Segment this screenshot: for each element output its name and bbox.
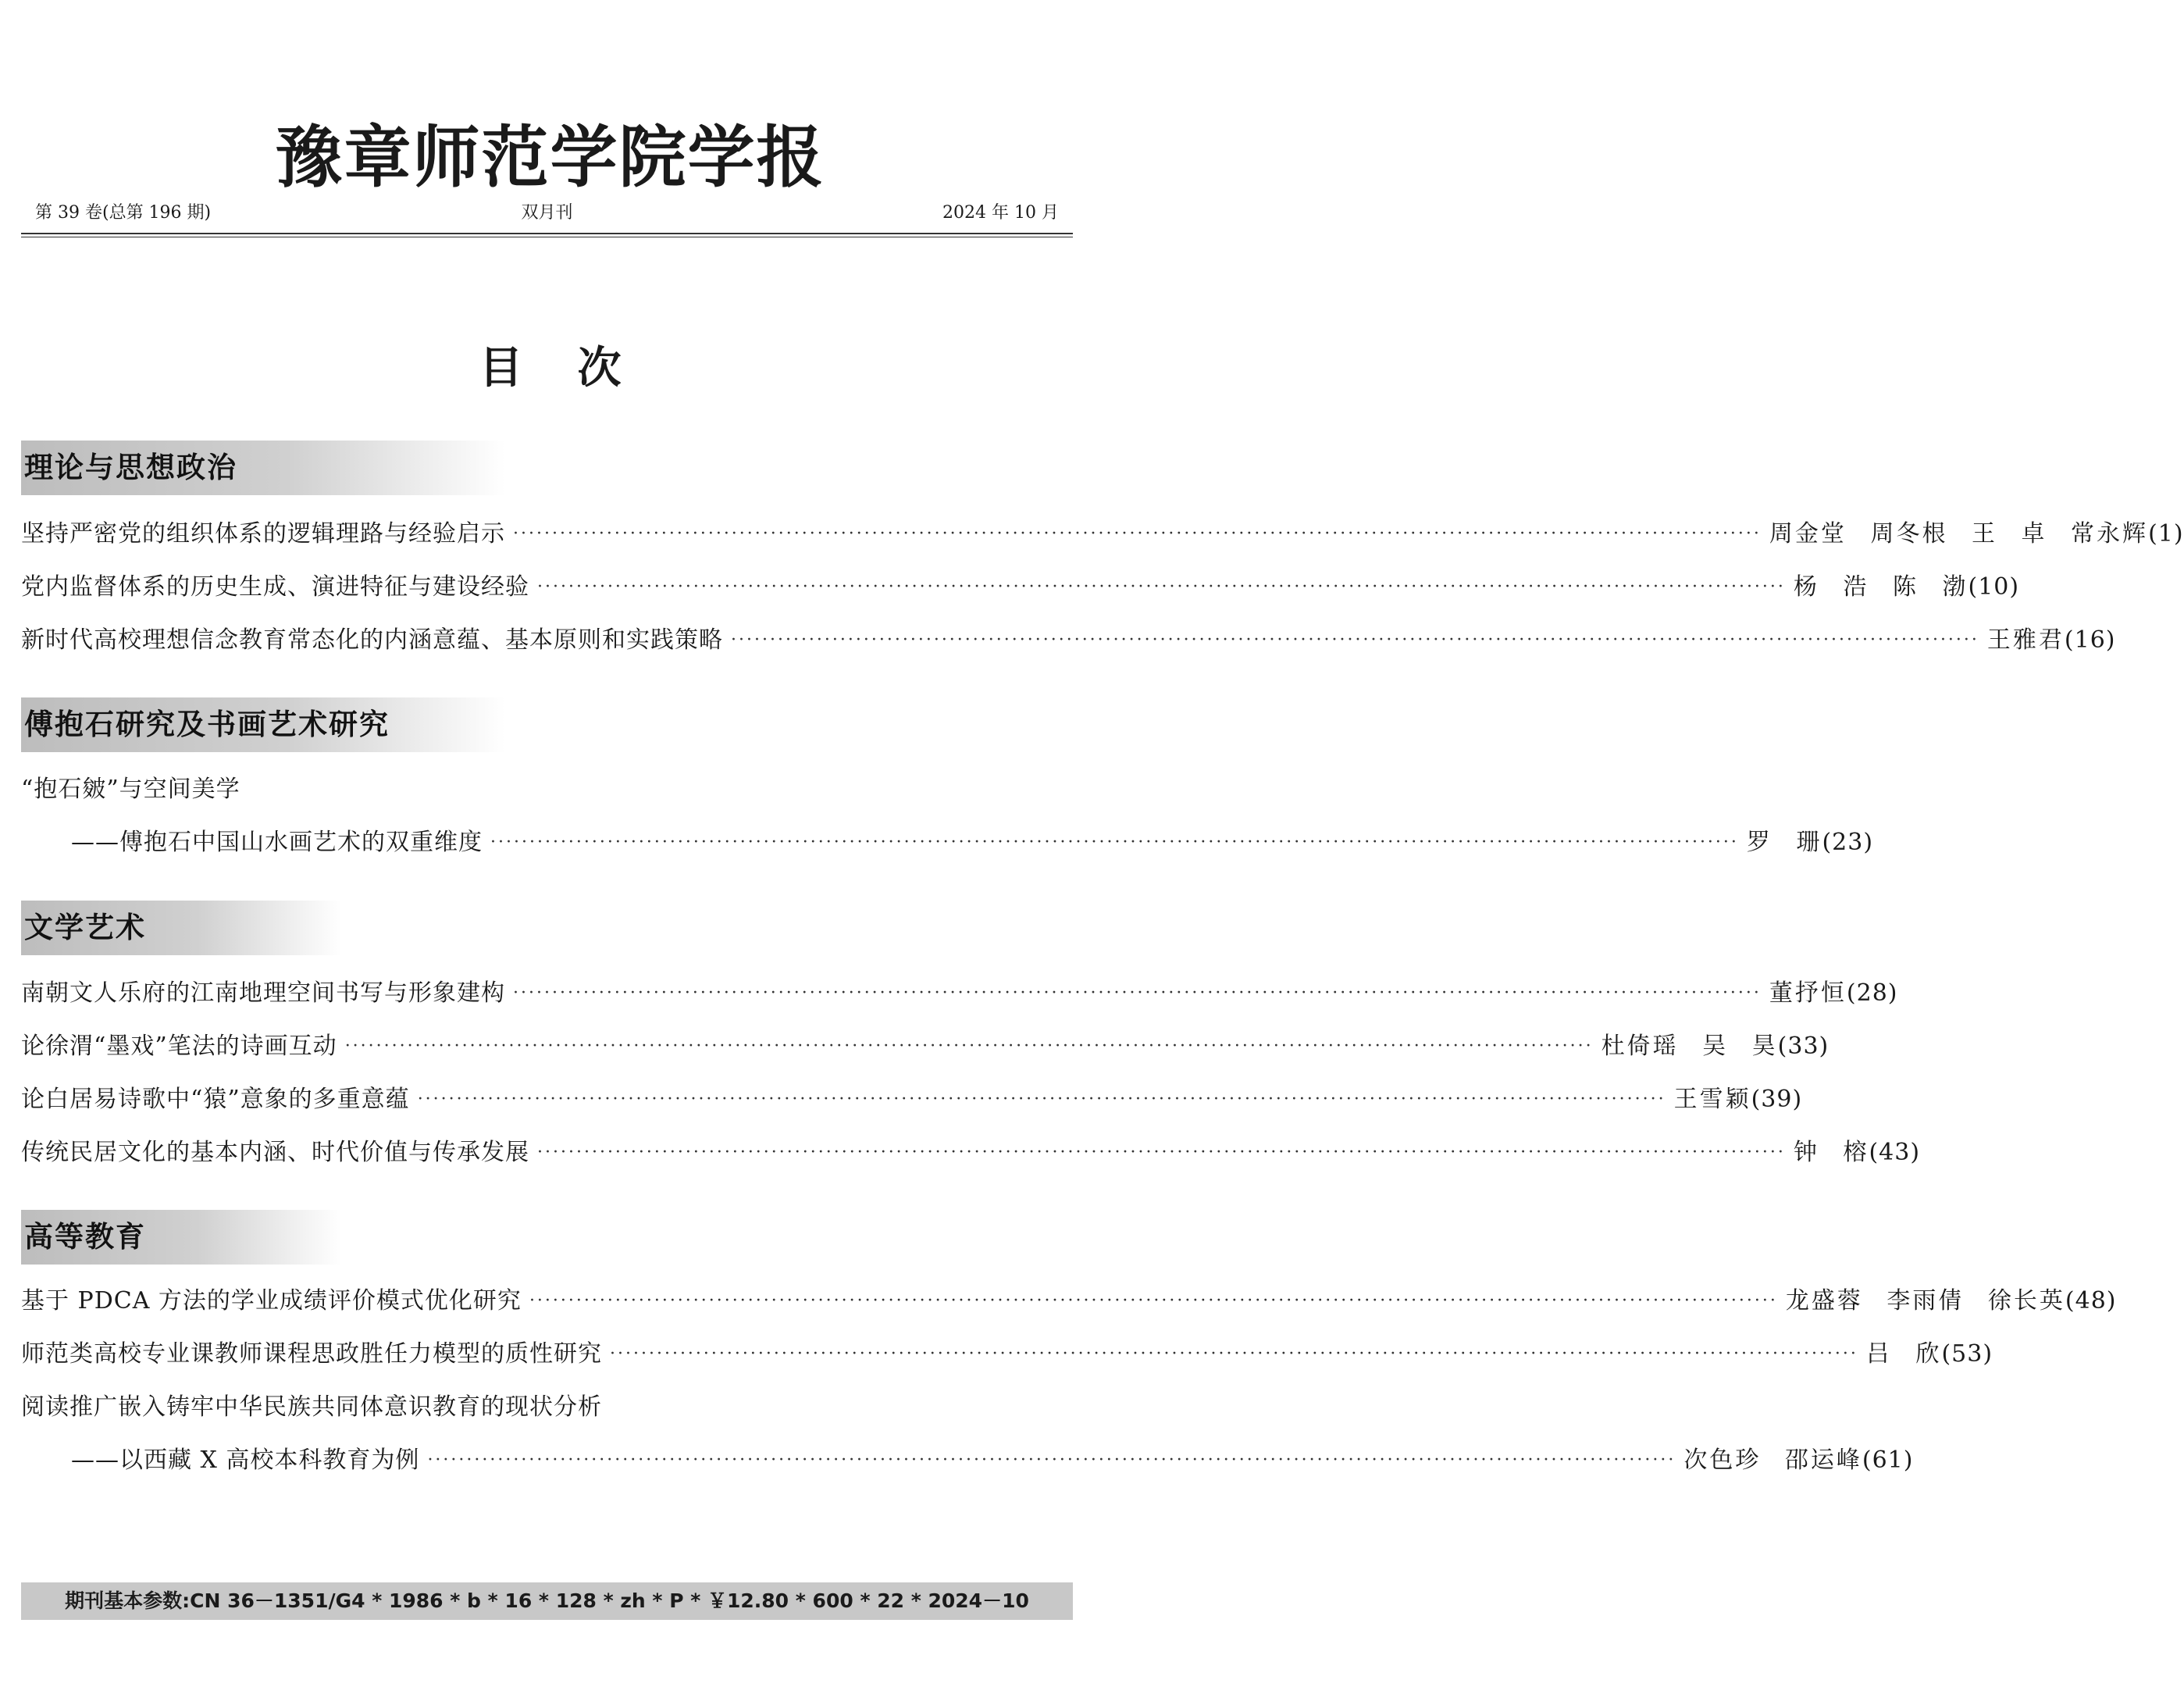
leader-dots: ································································································································································ <box>427 1450 1676 1470</box>
article-page: (1) <box>2148 520 2184 548</box>
article-title: 坚持严密党的组织体系的逻辑理路与经验启示 <box>21 520 505 548</box>
section-label: 理论与思想政治 <box>24 451 237 484</box>
article-page: (43) <box>1869 1139 1921 1166</box>
issue-date: 2024 年 10 月 <box>942 203 1059 223</box>
article-title: 阅读推广嵌入铸牢中华民族共同体意识教育的现状分析 <box>21 1393 602 1421</box>
article-title: 基于 PDCA 方法的学业成绩评价模式优化研究 <box>21 1287 522 1315</box>
article-authors: 王雪颖 <box>1673 1086 1751 1113</box>
publication-frequency: 双月刊 <box>521 203 573 223</box>
leader-dots: ································································································································································ <box>417 1090 1666 1109</box>
section-header <box>21 1210 341 1265</box>
leader-dots: ································································································································································ <box>537 1143 1786 1162</box>
toc-heading <box>0 341 1100 395</box>
article-page: (28) <box>1846 979 1898 1007</box>
article-authors: 周金堂 周冬根 王 卓 常永辉 <box>1769 520 2149 548</box>
toc-entry[interactable] <box>21 568 2020 607</box>
article-authors: 次色珍 邵运峰 <box>1683 1447 1862 1474</box>
toc-entry[interactable] <box>21 1388 1073 1427</box>
toc-entry[interactable] <box>21 621 2116 660</box>
article-authors: 杜倚瑶 吴 昊 <box>1601 1033 1778 1060</box>
section-label: 傅抱石研究及书画艺术研究 <box>24 708 390 741</box>
leader-dots: ································································································································································ <box>490 833 1739 852</box>
article-title: 传统民居文化的基本内涵、时代价值与传承发展 <box>21 1139 529 1166</box>
article-title: 新时代高校理想信念教育常态化的内涵意蕴、基本原则和实践策略 <box>21 626 723 654</box>
journal-parameters: 期刊基本参数:CN 36－1351/G4 * 1986 * b * 16 * 128 * zh * P * ￥12.80 * 600 * 22 * 2024－10 <box>21 1582 1073 1620</box>
toc-entry-subtitle[interactable] <box>21 823 1874 862</box>
article-authors: 钟 榕 <box>1793 1139 1869 1166</box>
section-header <box>21 901 341 955</box>
toc-entry[interactable] <box>21 1027 1830 1066</box>
toc-entry[interactable] <box>21 770 1073 809</box>
article-title: 师范类高校专业课教师课程思政胜任力模型的质性研究 <box>21 1340 602 1368</box>
article-authors: 罗 珊 <box>1746 829 1822 856</box>
header-rule <box>21 233 1073 237</box>
article-subtitle-text: ——以西藏 X 高校本科教育为例 <box>71 1447 420 1474</box>
toc-entry[interactable] <box>21 1080 1803 1119</box>
journal-title: 豫章师范学院学报 <box>275 118 825 197</box>
toc-entry[interactable] <box>21 515 2184 554</box>
article-subtitle-text: ——傅抱石中国山水画艺术的双重维度 <box>71 829 483 856</box>
article-page: (53) <box>1941 1340 1993 1368</box>
toc-entry-subtitle[interactable] <box>21 1441 1914 1480</box>
toc-heading-text: 目次 <box>479 342 676 394</box>
article-page: (39) <box>1751 1086 1803 1113</box>
article-page: (23) <box>1822 829 1874 856</box>
article-title: 论徐渭“墨戏”笔法的诗画互动 <box>21 1033 337 1060</box>
volume-info: 第 39 卷(总第 196 期) <box>35 203 212 223</box>
article-page: (10) <box>1968 573 2020 601</box>
section-header <box>21 441 505 495</box>
toc-entry[interactable] <box>21 974 1898 1013</box>
article-page: (61) <box>1862 1447 1914 1474</box>
section-label: 高等教育 <box>24 1220 146 1254</box>
article-page: (33) <box>1777 1033 1830 1060</box>
leader-dots: ································································································································································ <box>344 1036 1594 1056</box>
leader-dots: ································································································································································ <box>529 1291 1778 1311</box>
article-authors: 董抒恒 <box>1769 979 1847 1007</box>
toc-entry[interactable] <box>21 1335 1993 1374</box>
article-subtitle <box>21 1441 419 1480</box>
toc-entry[interactable] <box>21 1282 2117 1321</box>
article-title: “抱石皴”与空间美学 <box>21 776 240 803</box>
toc-entry[interactable] <box>21 1133 1921 1172</box>
article-authors: 吕 欣 <box>1865 1340 1942 1368</box>
article-title: 党内监督体系的历史生成、演进特征与建设经验 <box>21 573 529 601</box>
leader-dots: ································································································································································ <box>610 1344 1858 1364</box>
article-page: (48) <box>2065 1287 2117 1315</box>
article-title: 论白居易诗歌中“猿”意象的多重意蕴 <box>21 1086 410 1113</box>
leader-dots: ································································································································································ <box>513 983 1762 1003</box>
article-title: 南朝文人乐府的江南地理空间书写与形象建构 <box>21 979 505 1007</box>
article-page: (16) <box>2064 626 2116 654</box>
leader-dots: ································································································································································ <box>513 524 1762 544</box>
leader-dots: ································································································································································ <box>731 630 1979 650</box>
section-header <box>21 697 505 752</box>
leader-dots: ································································································································································ <box>537 577 1786 597</box>
article-authors: 王雅君 <box>1986 626 2065 654</box>
section-label: 文学艺术 <box>24 911 146 944</box>
issue-meta <box>21 202 1073 225</box>
article-authors: 龙盛蓉 李雨倩 徐长英 <box>1785 1287 2065 1315</box>
article-subtitle <box>21 823 483 862</box>
article-authors: 杨 浩 陈 渤 <box>1793 573 1968 601</box>
